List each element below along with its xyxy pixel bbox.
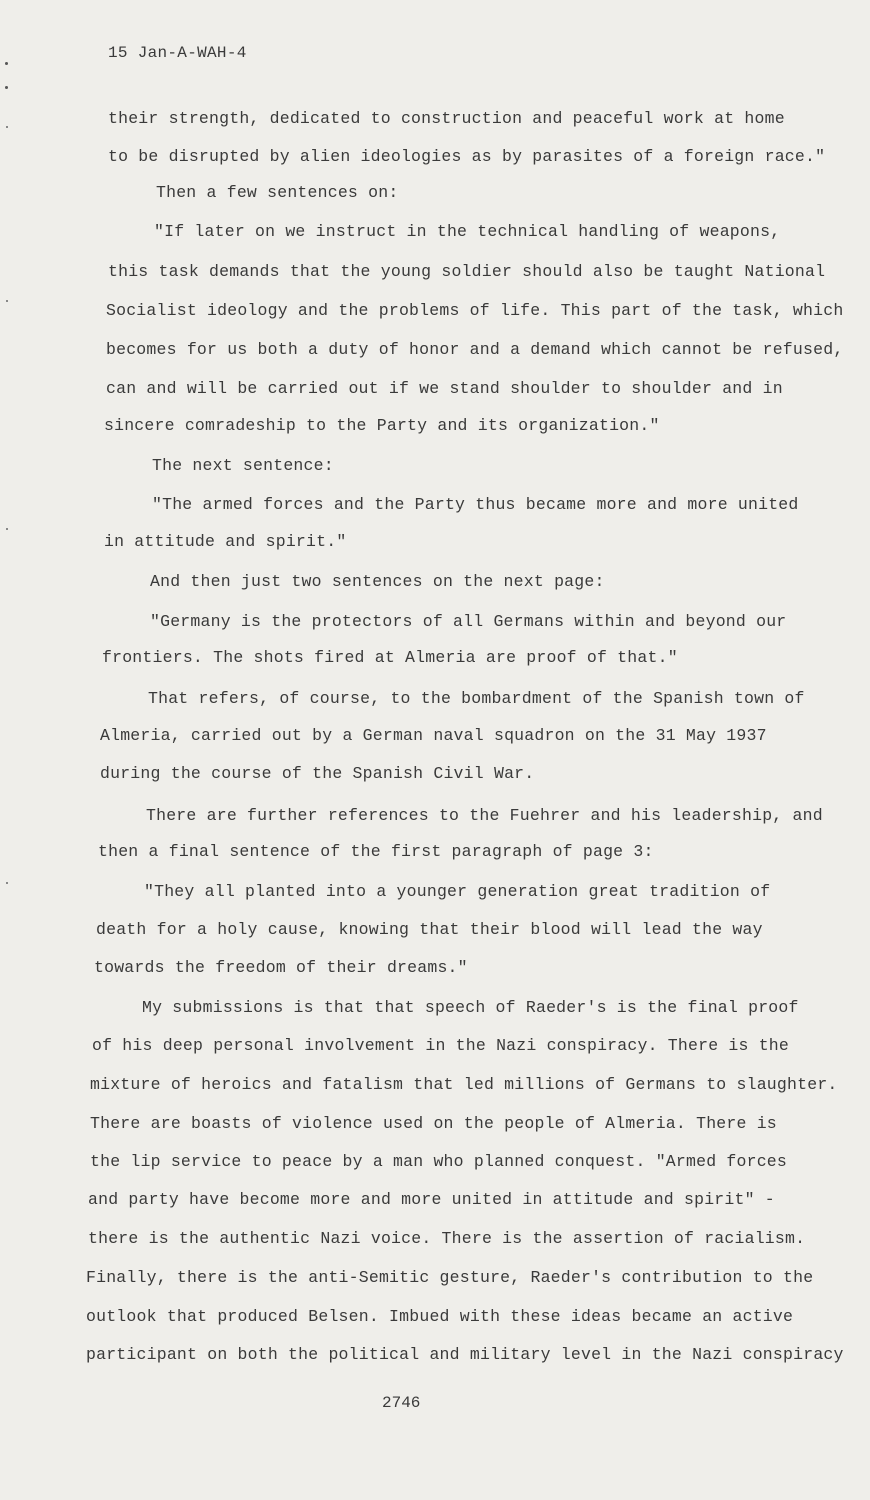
text-line: "They all planted into a younger generation great tradition of [144, 882, 771, 901]
margin-tick [6, 300, 8, 302]
page-header: 15 Jan-A-WAH-4 [108, 44, 247, 62]
text-line: then a final sentence of the first paragraph of page 3: [98, 842, 654, 861]
text-line: There are further references to the Fuehrer and his leadership, and [146, 806, 823, 825]
text-line: in attitude and spirit." [104, 532, 347, 551]
text-line: to be disrupted by alien ideologies as by parasites of a foreign race." [108, 147, 826, 166]
text-line: Socialist ideology and the problems of life. This part of the task, which [106, 301, 844, 320]
margin-dot [5, 86, 8, 89]
text-line: Finally, there is the anti-Semitic gesture, Raeder's contribution to the [86, 1268, 814, 1287]
text-line: "If later on we instruct in the technical handling of weapons, [154, 222, 781, 241]
text-line: there is the authentic Nazi voice. There is the assertion of racialism. [88, 1229, 806, 1248]
margin-dot [5, 62, 8, 65]
text-line: The next sentence: [152, 456, 334, 475]
text-line: My submissions is that that speech of Raeder's is the final proof [142, 998, 799, 1017]
text-line: mixture of heroics and fatalism that led millions of Germans to slaughter. [90, 1075, 838, 1094]
margin-tick [6, 882, 8, 884]
text-line: can and will be carried out if we stand shoulder to shoulder and in [106, 379, 783, 398]
text-line: And then just two sentences on the next page: [150, 572, 605, 591]
text-line: sincere comradeship to the Party and its organization." [104, 416, 660, 435]
text-line: their strength, dedicated to construction and peaceful work at home [108, 109, 785, 128]
text-line: of his deep personal involvement in the Nazi conspiracy. There is the [92, 1036, 790, 1055]
text-line: the lip service to peace by a man who planned conquest. "Armed forces [90, 1152, 788, 1171]
text-line: towards the freedom of their dreams." [94, 958, 468, 977]
text-line: becomes for us both a duty of honor and a demand which cannot be refused, [106, 340, 844, 359]
text-line: Then a few sentences on: [156, 183, 399, 202]
text-line: "Germany is the protectors of all Germans within and beyond our [150, 612, 787, 631]
margin-tick [6, 528, 8, 530]
text-line: during the course of the Spanish Civil War. [100, 764, 535, 783]
text-line: outlook that produced Belsen. Imbued with these ideas became an active [86, 1307, 794, 1326]
text-line: "The armed forces and the Party thus became more and more united [152, 495, 799, 514]
text-line: and party have become more and more united in attitude and spirit" - [88, 1190, 775, 1209]
text-line: Almeria, carried out by a German naval squadron on the 31 May 1937 [100, 726, 767, 745]
margin-tick [6, 126, 8, 128]
text-line: frontiers. The shots fired at Almeria are proof of that." [102, 648, 678, 667]
text-line: That refers, of course, to the bombardment of the Spanish town of [148, 689, 805, 708]
page-number: 2746 [382, 1394, 421, 1412]
text-line: death for a holy cause, knowing that their blood will lead the way [96, 920, 763, 939]
text-line: participant on both the political and military level in the Nazi conspiracy [86, 1345, 844, 1364]
text-line: this task demands that the young soldier should also be taught National [108, 262, 826, 281]
text-line: There are boasts of violence used on the people of Almeria. There is [90, 1114, 777, 1133]
